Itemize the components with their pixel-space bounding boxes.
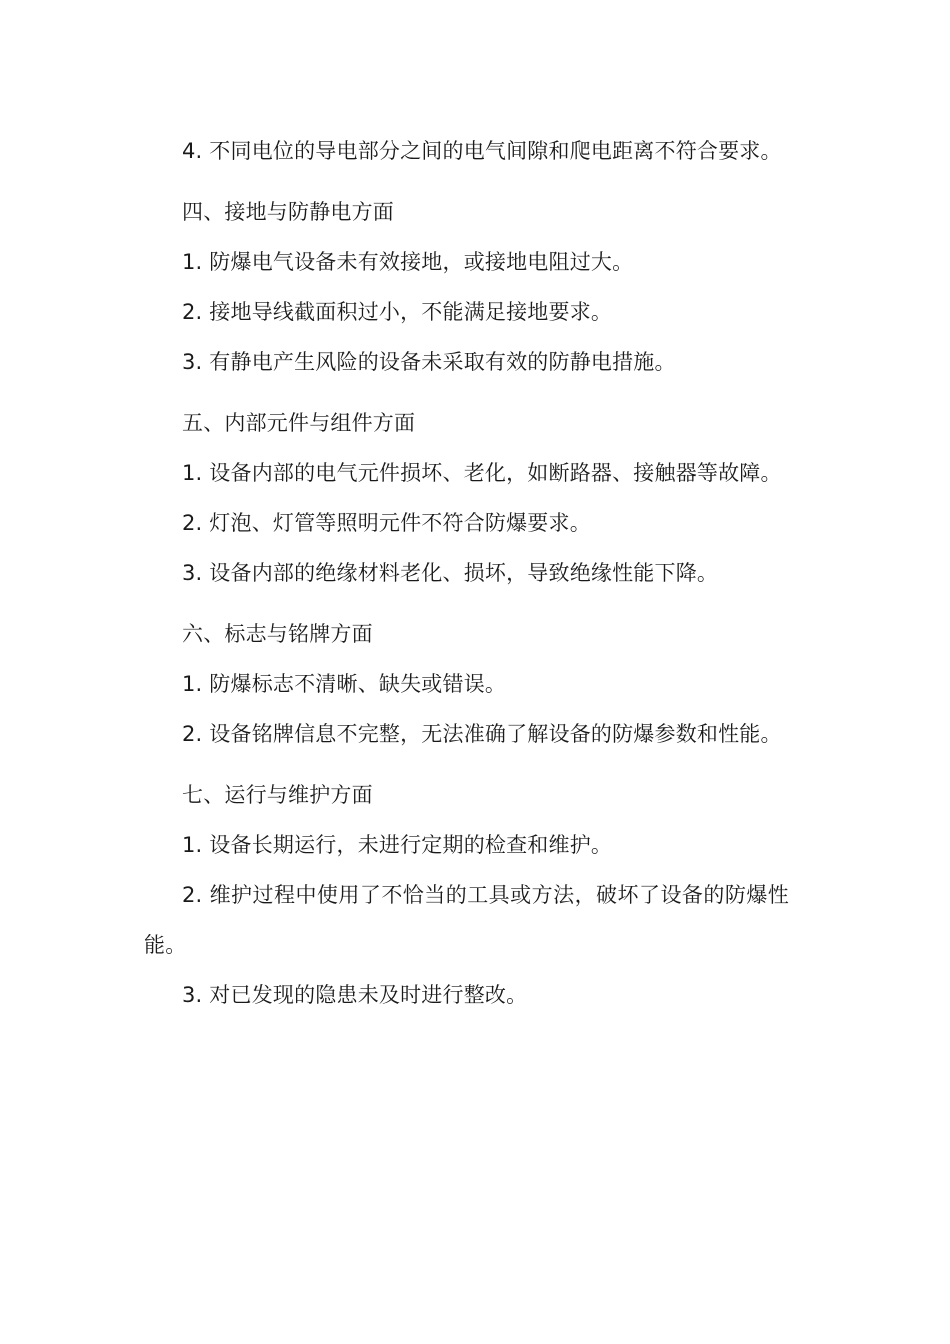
document-body — [144, 126, 789, 1020]
list-item: 3. 有静电产生风险的设备未采取有效的防静电措施。 — [182, 350, 676, 374]
list-item: 1. 设备内部的电气元件损坏、老化，如断路器、接触器等故障。 — [182, 461, 782, 485]
section-heading: 七、运行与维护方面 — [182, 783, 373, 807]
list-item: 1. 设备长期运行，未进行定期的检查和维护。 — [182, 833, 613, 857]
list-item: 3. 设备内部的绝缘材料老化、损坏，导致绝缘性能下降。 — [182, 561, 719, 585]
list-item: 3. 对已发现的隐患未及时进行整改。 — [182, 983, 528, 1007]
section-heading: 五、内部元件与组件方面 — [182, 411, 416, 435]
list-item: 2. 接地导线截面积过小，不能满足接地要求。 — [182, 300, 613, 324]
list-item: 1. 防爆标志不清晰、缺失或错误。 — [182, 672, 507, 696]
section-heading: 四、接地与防静电方面 — [182, 200, 394, 224]
list-item: 2. 维护过程中使用了不恰当的工具或方法，破坏了设备的防爆性能。 — [144, 883, 789, 957]
list-item: 4. 不同电位的导电部分之间的电气间隙和爬电距离不符合要求。 — [182, 139, 782, 163]
list-item: 2. 灯泡、灯管等照明元件不符合防爆要求。 — [182, 511, 591, 535]
list-item: 1. 防爆电气设备未有效接地，或接地电阻过大。 — [182, 250, 634, 274]
section-heading: 六、标志与铭牌方面 — [182, 622, 373, 646]
list-item: 2. 设备铭牌信息不完整，无法准确了解设备的防爆参数和性能。 — [182, 722, 782, 746]
